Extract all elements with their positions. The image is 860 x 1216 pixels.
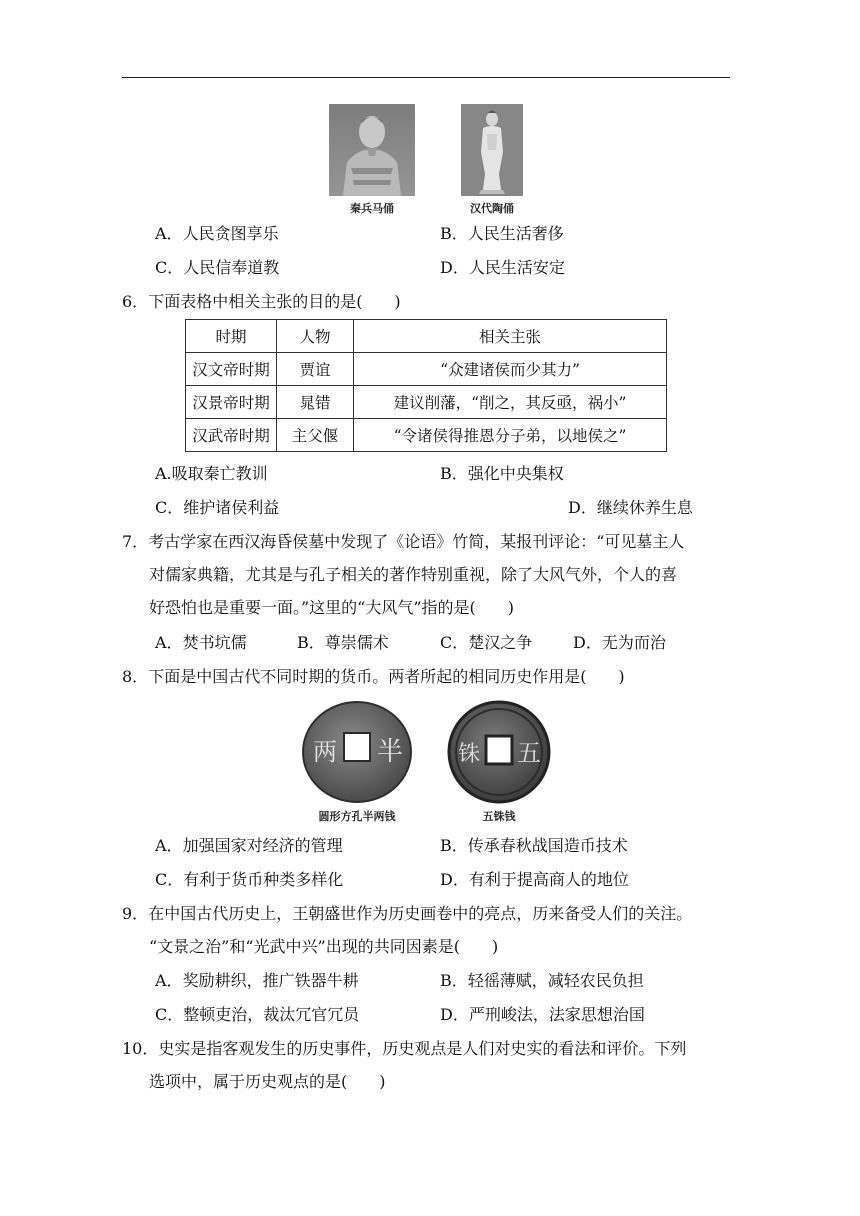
table-header: 人物 [277, 320, 354, 353]
table-cell: 建议削藩，“削之，其反亟，祸小” [354, 386, 667, 419]
question-9-line: “文景之治”和“光武中兴”出现的共同因素是( ) [149, 937, 499, 956]
coin-glyph: 铢 [457, 742, 481, 767]
option-c: C．整顿吏治，裁汰冗官冗员 [155, 1005, 360, 1024]
option-a: A．焚书坑儒 [155, 633, 247, 652]
option-c: C．楚汉之争 [440, 633, 533, 652]
question-7-line: 好恐怕也是重要一面。”这里的“大风气”指的是( ) [149, 598, 515, 617]
banliang-coin-photo [301, 700, 413, 804]
option-b: B．传承春秋战国造币技术 [440, 836, 628, 855]
option-a: A．奖励耕织，推广铁器牛耕 [155, 971, 359, 990]
table-cell: 汉武帝时期 [186, 419, 277, 452]
option-a: A．人民贪图享乐 [155, 224, 279, 243]
policy-table [185, 319, 667, 452]
option-d: D．有利于提高商人的地位 [440, 870, 629, 889]
table-header: 时期 [186, 320, 277, 353]
image-caption: 汉代陶俑 [470, 202, 514, 215]
table-cell: 汉文帝时期 [186, 353, 277, 386]
option-a: A.吸取秦亡教训 [155, 464, 268, 483]
option-d: D．无为而治 [573, 633, 666, 652]
question-7-line: 对儒家典籍，尤其是与孔子相关的著作特别重视，除了大风气外，个人的喜 [149, 565, 678, 584]
question-7: 7．考古学家在西汉海昏侯墓中发现了《论语》竹简，某报刊评论：“可见墓主人 [122, 532, 685, 551]
image-caption: 秦兵马俑 [350, 202, 394, 215]
option-d: D．人民生活安定 [440, 258, 565, 277]
question-9: 9．在中国古代历史上，王朝盛世作为历史画卷中的亮点，历来备受人们的关注。 [122, 904, 693, 923]
option-a: A．加强国家对经济的管理 [155, 836, 343, 855]
terracotta-warrior-photo [329, 104, 415, 196]
question-8: 8．下面是中国古代不同时期的货币。两者所起的相同历史作用是( ) [122, 667, 625, 686]
option-c: C．有利于货币种类多样化 [155, 870, 344, 889]
question-10-line: 选项中，属于历史观点的是( ) [149, 1072, 386, 1091]
header-rule [122, 77, 730, 78]
table-cell: 贾谊 [277, 353, 354, 386]
table-row [186, 419, 667, 452]
question-10: 10．史实是指客观发生的历史事件，历史观点是人们对史实的看法和评价。下列 [122, 1039, 687, 1058]
option-c: C．维护诸侯利益 [155, 498, 280, 517]
option-b: B．尊崇儒术 [297, 633, 389, 652]
coin-glyph: 半 [376, 737, 404, 767]
option-b: B．强化中央集权 [440, 464, 564, 483]
table-cell: 晁错 [277, 386, 354, 419]
image-caption: 五铢钱 [482, 810, 516, 823]
table-row [186, 386, 667, 419]
image-caption: 圆形方孔半两钱 [318, 810, 396, 823]
table-header-row [186, 320, 667, 353]
table-cell: 汉景帝时期 [186, 386, 277, 419]
han-pottery-figurine-photo [461, 104, 523, 196]
wuzhu-coin-photo [447, 700, 551, 804]
coin-glyph: 两 [313, 738, 337, 766]
option-b: B．轻徭薄赋，减轻农民负担 [440, 971, 644, 990]
coin-glyph: 五 [517, 739, 541, 767]
option-c: C．人民信奉道教 [155, 258, 280, 277]
table-cell: “众建诸侯而少其力” [354, 353, 667, 386]
table-row [186, 353, 667, 386]
option-d: D．严刑峻法，法家思想治国 [440, 1005, 645, 1024]
option-b: B．人民生活奢侈 [440, 224, 564, 243]
table-header: 相关主张 [354, 320, 667, 353]
option-d: D．继续休养生息 [568, 498, 693, 517]
table-cell: “令诸侯得推恩分子弟，以地侯之” [354, 419, 667, 452]
question-6: 6．下面表格中相关主张的目的是( ) [122, 292, 401, 311]
table-cell: 主父偃 [277, 419, 354, 452]
